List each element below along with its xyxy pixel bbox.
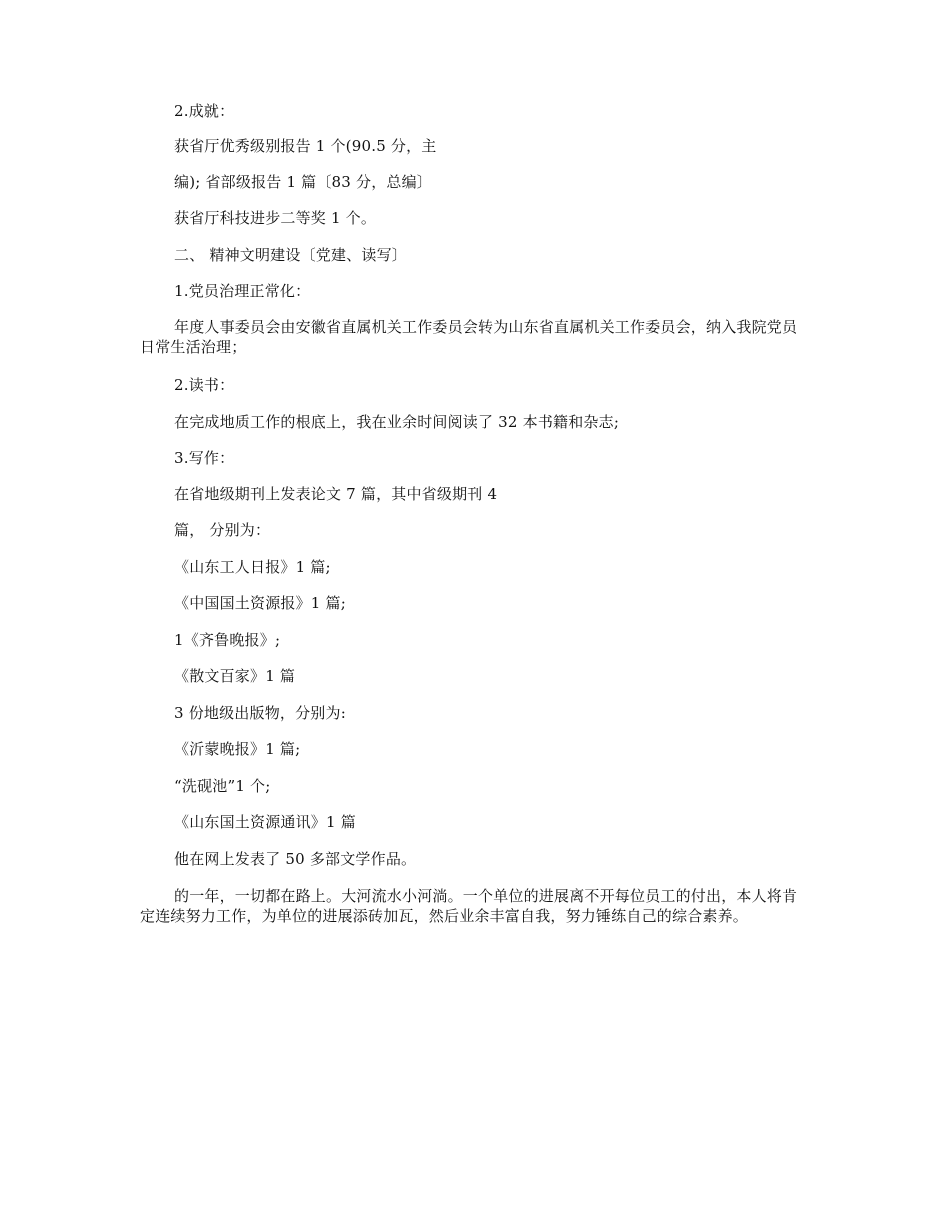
closing-paragraph: 的一年，一切都在路上。大河流水小河淌。一个单位的进展离不开每位员工的付出，本人将肯定连续努力工作，为单位的进展添砖加瓦，然后业余丰富自我，努力锤练自己的综合素养。 bbox=[140, 887, 798, 925]
achievements-heading: 2.成就： bbox=[174, 102, 235, 120]
text-line: 他在网上发表了 50 多部文学作品。 bbox=[174, 850, 417, 868]
list-item: 《散文百家》1 篇 bbox=[174, 667, 296, 685]
list-item: “洗砚池”1 个; bbox=[174, 777, 271, 795]
list-item: 《山东国土资源通讯》1 篇 bbox=[174, 813, 356, 831]
text-line: 在完成地质工作的根底上，我在业余时间阅读了 32 本书籍和杂志; bbox=[174, 413, 620, 431]
party-management-heading: 1.党员治理正常化： bbox=[174, 282, 311, 300]
paragraph: 年度人事委员会由安徽省直属机关工作委员会转为山东省直属机关工作委员会，纳入我院党员日常生活治理； bbox=[140, 318, 798, 356]
section-heading: 二、 精神文明建设〔党建、读写〕 bbox=[174, 246, 407, 264]
list-item: 1《齐鲁晚报》; bbox=[174, 631, 281, 649]
text-line: 编); 省部级报告 1 篇〔83 分，总编〕 bbox=[174, 173, 433, 191]
text-line: 获省厅科技进步二等奖 1 个。 bbox=[174, 209, 377, 227]
list-item: 《中国国土资源报》1 篇; bbox=[174, 594, 346, 612]
writing-heading: 3.写作： bbox=[174, 449, 235, 467]
reading-heading: 2.读书： bbox=[174, 376, 235, 394]
list-item: 《沂蒙晚报》1 篇; bbox=[174, 740, 301, 758]
list-item: 《山东工人日报》1 篇; bbox=[174, 558, 331, 576]
text-line: 获省厅优秀级别报告 1 个(90.5 分，主 bbox=[174, 137, 437, 155]
text-line: 在省地级期刊上发表论文 7 篇，其中省级期刊 4 bbox=[174, 485, 498, 503]
text-line: 3 份地级出版物，分别为: bbox=[174, 704, 346, 722]
text-line: 篇， 分别为： bbox=[174, 521, 271, 539]
